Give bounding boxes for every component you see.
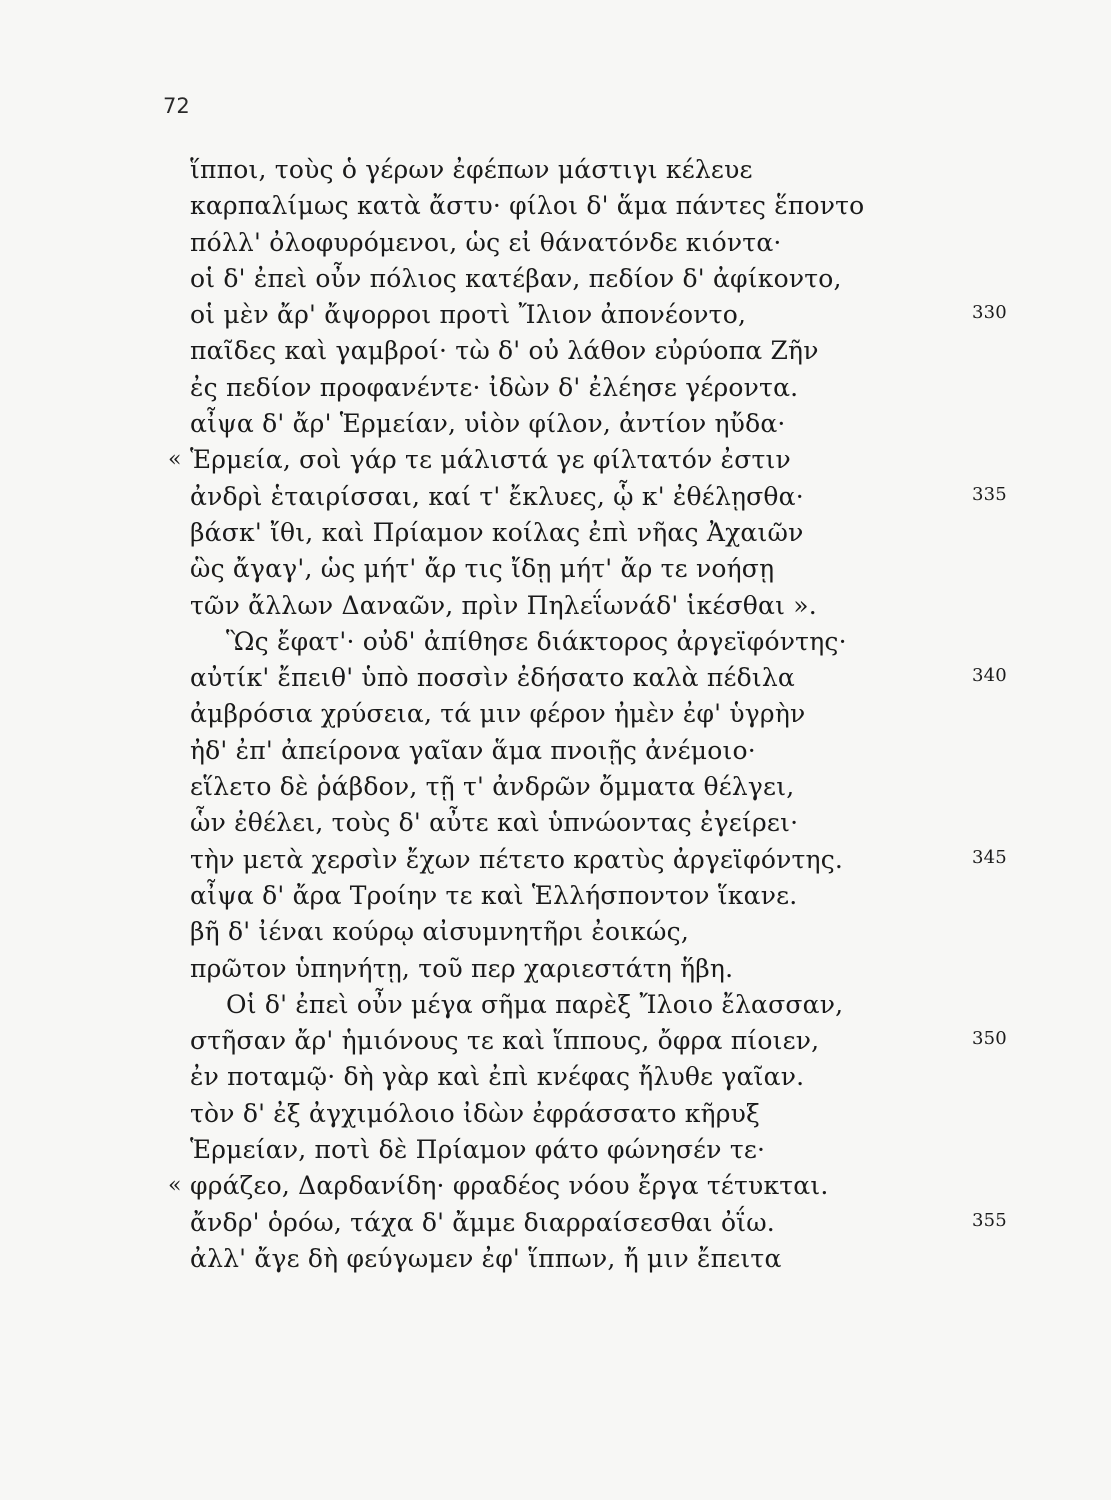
verse-text: ἠδ' ἐπ' ἀπείρονα γαῖαν ἅμα πνοιῇς ἀνέμοιο· <box>190 735 756 765</box>
verse-line <box>0 733 1111 769</box>
verse-text: ἄνδρ' ὁρόω, τάχα δ' ἄμμε διαρραίσεσθαι ὀΐω. <box>190 1207 775 1237</box>
verse-line <box>0 297 1111 333</box>
verse-line <box>0 188 1111 224</box>
verse-line <box>0 551 1111 587</box>
verse-line <box>0 152 1111 188</box>
verse-line <box>0 406 1111 442</box>
verse-text: αὐτίκ' ἔπειθ' ὑπὸ ποσσὶν ἐδήσατο καλὰ πέδιλα <box>190 663 795 693</box>
verse-line <box>0 805 1111 841</box>
verse-text: οἱ μὲν ἄρ' ἄψορροι προτὶ Ἴλιον ἀπονέοντο, <box>190 300 747 330</box>
verse-text: τῶν ἄλλων Δαναῶν, πρὶν Πηλεΐωνάδ' ἱκέσθαι ». <box>190 590 817 620</box>
line-number: 330 <box>972 302 1007 324</box>
verse-block <box>0 152 1111 1277</box>
opening-quote-mark: « <box>168 1173 182 1199</box>
verse-line <box>0 588 1111 624</box>
verse-text: ὧν ἐθέλει, τοὺς δ' αὖτε καὶ ὑπνώοντας ἐγείρει· <box>190 808 799 838</box>
verse-text: τὴν μετὰ χερσὶν ἔχων πέτετο κρατὺς ἀργεϊφόντης. <box>190 844 844 874</box>
verse-text: φράζεο, Δαρδανίδη· φραδέος νόου ἔργα τέτυκται. <box>190 1171 829 1201</box>
verse-line <box>0 878 1111 914</box>
verse-text: Ἑρμεία, σοὶ γάρ τε μάλιστά γε φίλτατόν ἐστιν <box>190 445 791 475</box>
verse-line <box>0 442 1111 478</box>
verse-line <box>0 1205 1111 1241</box>
verse-line <box>0 842 1111 878</box>
verse-text: βῆ δ' ἰέναι κούρῳ αἰσυμνητῆρι ἐοικώς, <box>190 917 689 947</box>
verse-text: αἶψα δ' ἄρ' Ἑρμείαν, υἱὸν φίλον, ἀντίον ηὔδα· <box>190 409 786 439</box>
verse-line <box>0 1059 1111 1095</box>
verse-line <box>0 696 1111 732</box>
verse-line <box>0 225 1111 261</box>
verse-line <box>0 1132 1111 1168</box>
verse-text: ἐς πεδίον προφανέντε· ἰδὼν δ' ἐλέησε γέροντα. <box>190 372 799 402</box>
verse-line <box>0 1241 1111 1277</box>
line-number: 345 <box>972 846 1007 868</box>
verse-text: τὸν δ' ἐξ ἀγχιμόλοιο ἰδὼν ἐφράσσατο κῆρυξ <box>190 1098 760 1128</box>
verse-line <box>0 261 1111 297</box>
verse-text: Ὣς ἔφατ'· οὐδ' ἀπίθησε διάκτορος ἀργεϊφόντης· <box>226 626 847 656</box>
verse-line <box>0 515 1111 551</box>
page-number: 72 <box>163 94 190 118</box>
verse-text: πόλλ' ὀλοφυρόμενοι, ὡς εἰ θάνατόνδε κιόντα· <box>190 227 782 257</box>
verse-text: ἀμβρόσια χρύσεια, τά μιν φέρον ἠμὲν ἐφ' ὑγρὴν <box>190 699 806 729</box>
line-number: 335 <box>972 483 1007 505</box>
verse-text: στῆσαν ἄρ' ἡμιόνους τε καὶ ἵππους, ὄφρα πίοιεν, <box>190 1026 820 1056</box>
verse-text: Ἑρμείαν, ποτὶ δὲ Πρίαμον φάτο φώνησέν τε· <box>190 1135 766 1165</box>
verse-line <box>0 1168 1111 1204</box>
line-number: 340 <box>972 665 1007 687</box>
verse-line <box>0 769 1111 805</box>
opening-quote-mark: « <box>168 447 182 473</box>
verse-text: καρπαλίμως κατὰ ἄστυ· φίλοι δ' ἅμα πάντες ἕποντο <box>190 191 865 221</box>
verse-line <box>0 1023 1111 1059</box>
verse-text: ἵπποι, τοὺς ὁ γέρων ἐφέπων μάστιγι κέλευε <box>190 155 753 184</box>
verse-text: οἱ δ' ἐπεὶ οὖν πόλιος κατέβαν, πεδίον δ' ἀφίκοντο, <box>190 263 842 293</box>
verse-text: παῖδες καὶ γαμβροί· τὼ δ' οὐ λάθον εὐρύοπα Ζῆν <box>190 336 819 366</box>
verse-text: ὣς ἄγαγ', ὡς μήτ' ἄρ τις ἴδῃ μήτ' ἄρ τε νοήσῃ <box>190 554 775 584</box>
verse-line <box>0 914 1111 950</box>
verse-text: εἵλετο δὲ ῥάβδον, τῇ τ' ἀνδρῶν ὄμματα θέλγει, <box>190 772 795 802</box>
verse-text: Οἱ δ' ἐπεὶ οὖν μέγα σῆμα παρὲξ Ἴλοιο ἔλασσαν, <box>226 989 844 1019</box>
line-number: 350 <box>972 1028 1007 1050</box>
verse-line <box>0 624 1111 660</box>
verse-text: ἀνδρὶ ἑταιρίσσαι, καί τ' ἔκλυες, ᾧ κ' ἐθέλῃσθα· <box>190 481 804 511</box>
verse-text: βάσκ' ἴθι, καὶ Πρίαμον κοίλας ἐπὶ νῆας Ἀχαιῶν <box>190 517 804 547</box>
verse-line <box>0 951 1111 987</box>
verse-text: ἀλλ' ἄγε δὴ φεύγωμεν ἐφ' ἵππων, ἤ μιν ἔπειτα <box>190 1243 782 1273</box>
verse-line <box>0 370 1111 406</box>
verse-text: ἐν ποταμῷ· δὴ γὰρ καὶ ἐπὶ κνέφας ἤλυθε γαῖαν. <box>190 1062 805 1092</box>
verse-line <box>0 660 1111 696</box>
line-number: 355 <box>972 1209 1007 1231</box>
verse-line <box>0 479 1111 515</box>
verse-text: αἶψα δ' ἄρα Τροίην τε καὶ Ἑλλήσποντον ἵκανε. <box>190 880 798 910</box>
verse-line <box>0 1096 1111 1132</box>
verse-line <box>0 987 1111 1023</box>
verse-line <box>0 333 1111 369</box>
verse-text: πρῶτον ὑπηνήτῃ, τοῦ περ χαριεστάτη ἥβη. <box>190 953 734 983</box>
